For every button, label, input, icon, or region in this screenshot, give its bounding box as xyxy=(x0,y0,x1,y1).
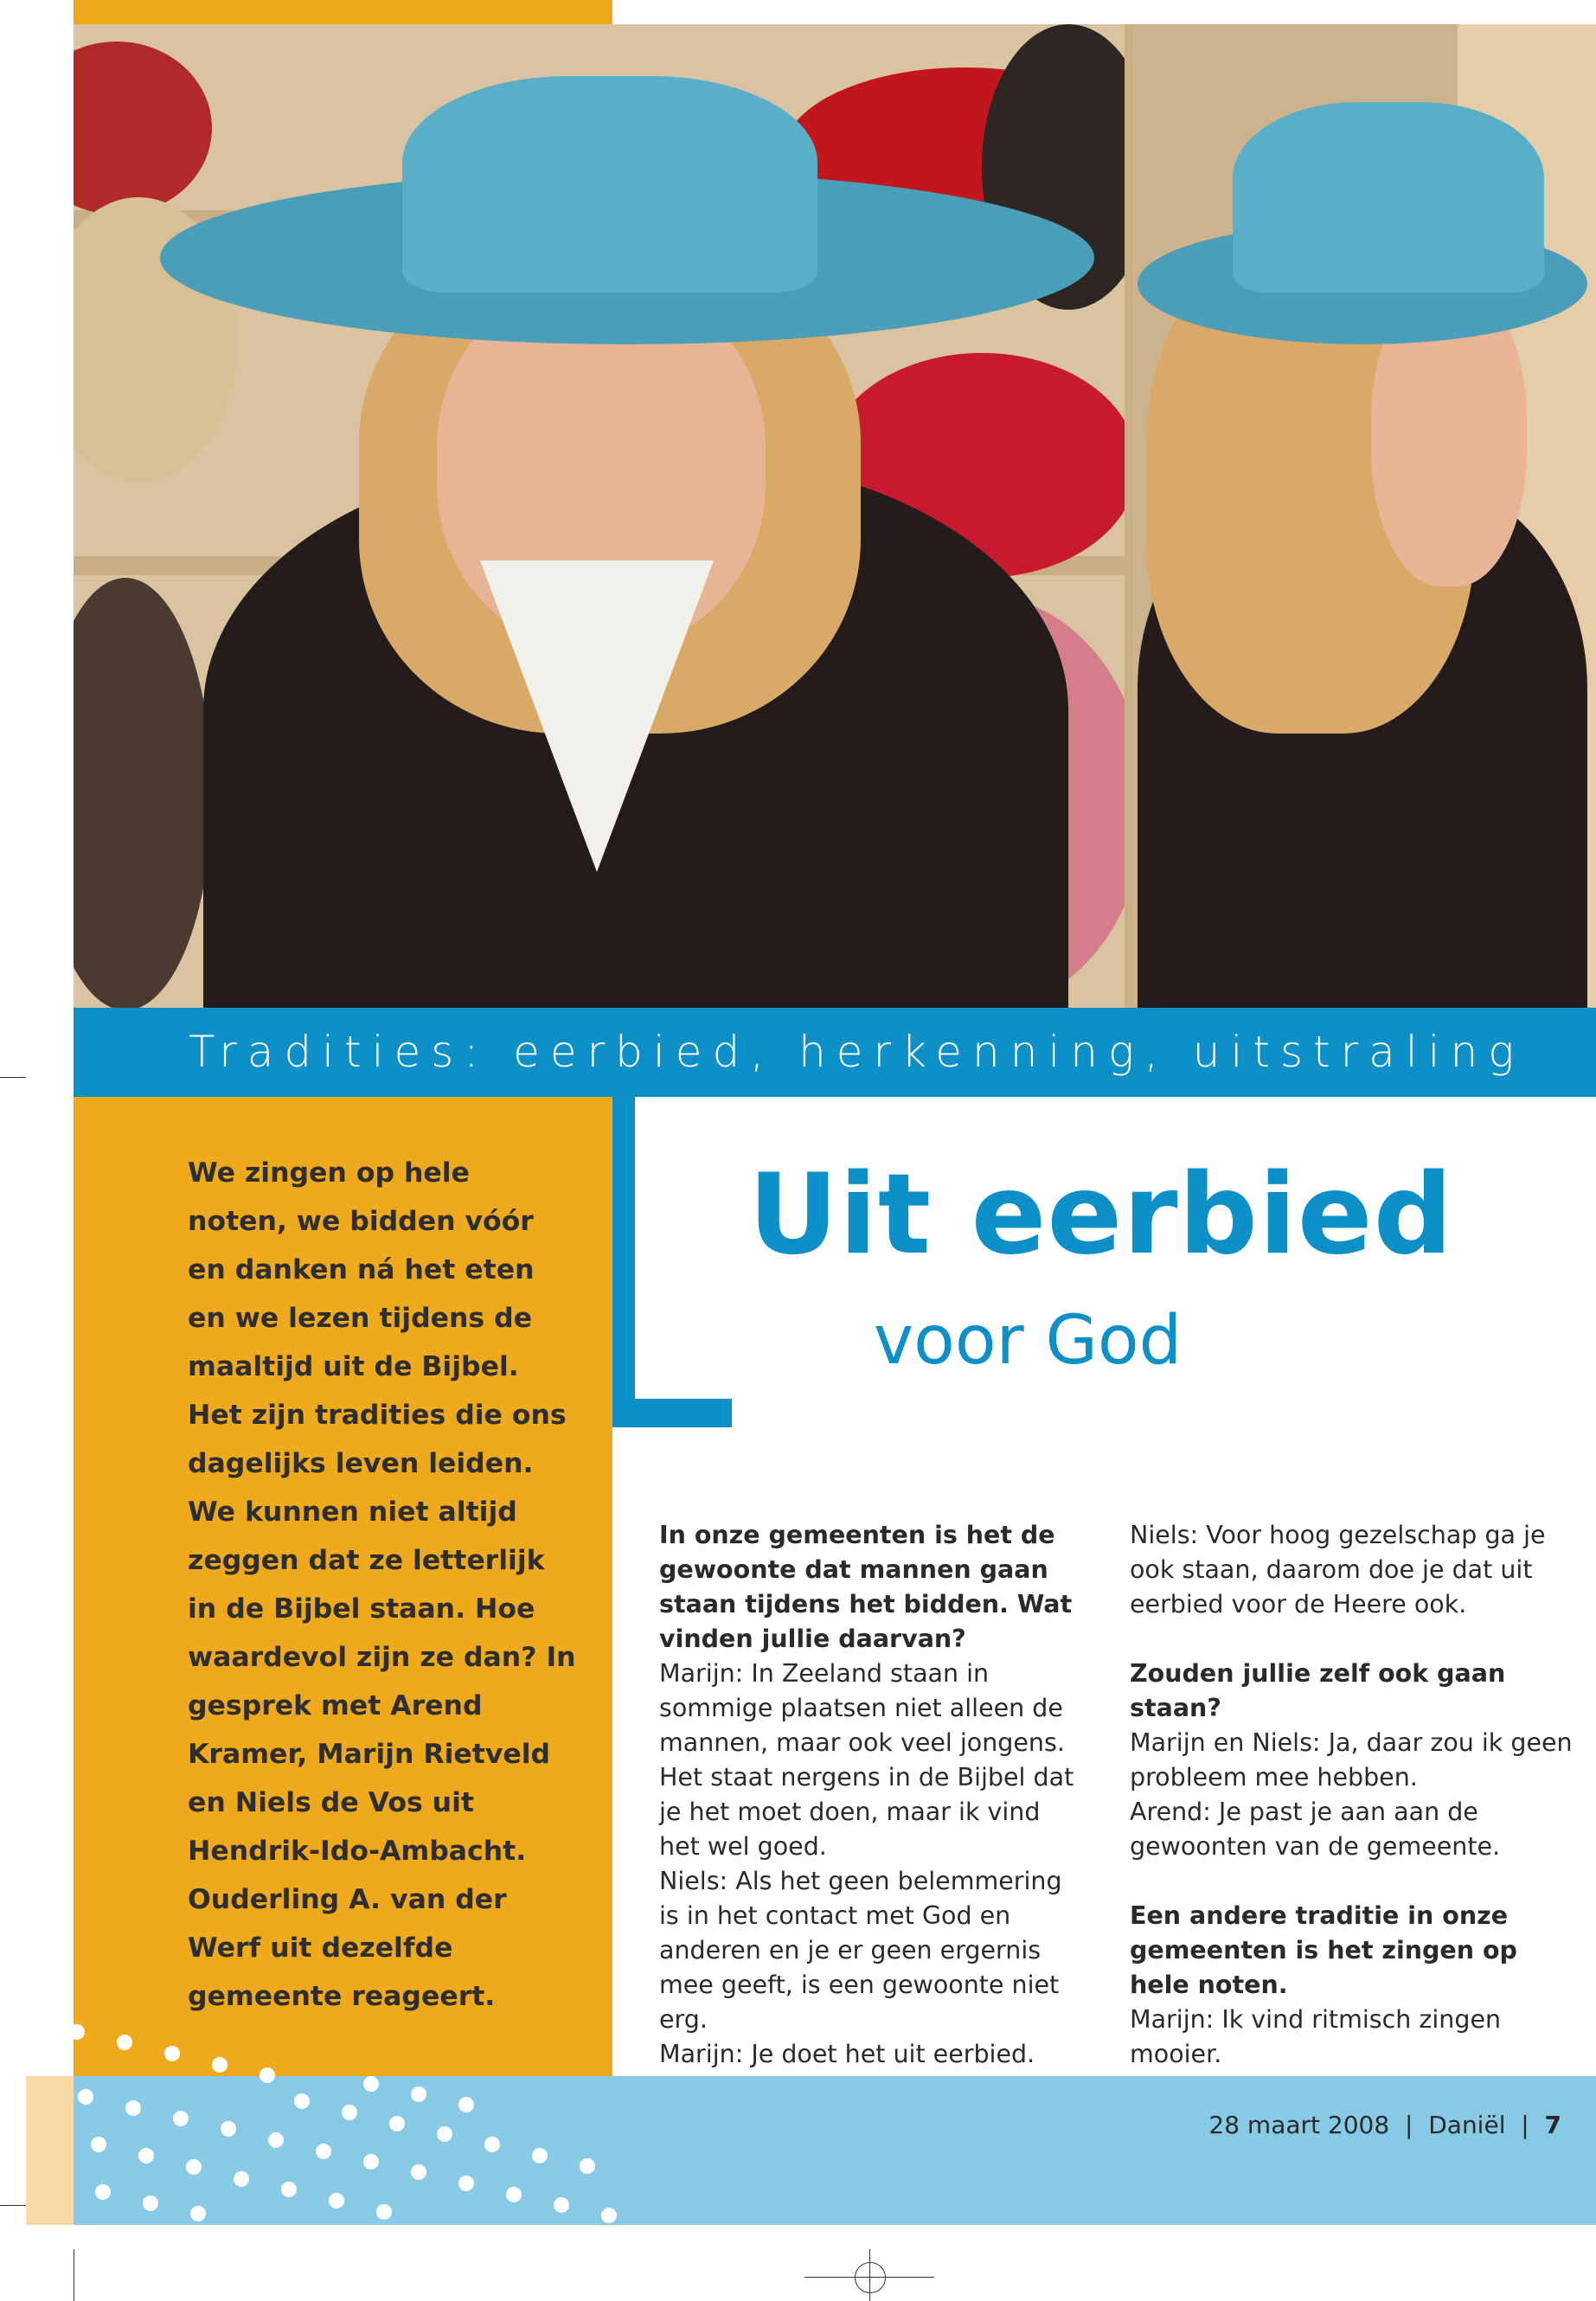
registration-mark xyxy=(855,2262,886,2293)
answer-paragraph: Niels: Als het geen belemmering is in het contact met God en anderen en je er geen ergernis mee geeft, is een gewoonte niet erg. xyxy=(659,1867,1062,2034)
bracket-vertical xyxy=(612,1097,635,1427)
answer-paragraph: Marijn: Ik vind ritmisch zingen mooier. xyxy=(1130,2005,1502,2068)
photo-girl-with-hat xyxy=(74,24,1596,1008)
article-column-1 xyxy=(659,1518,1083,2072)
article-subtitle: voor God xyxy=(874,1302,1183,1380)
bracket-horizontal xyxy=(612,1399,732,1427)
answer-paragraph: Marijn en Niels: Ja, daar zou ik geen probleem mee hebben. xyxy=(1130,1728,1573,1791)
answer-paragraph: Marijn: In Zeeland staan in sommige plaatsen niet alleen de mannen, maar ook veel jongens. Het staat nergens in de Bijbel dat je het moet doen, maar ik vind het wel goed. xyxy=(659,1659,1074,1861)
crop-mark xyxy=(0,2205,26,2206)
question-3: Een andere traditie in onze gemeenten is het zingen op hele noten. xyxy=(1130,1901,1517,1999)
intro-box xyxy=(74,1097,612,2076)
question-2: Zouden jullie zelf ook gaan staan? xyxy=(1130,1659,1506,1722)
section-banner xyxy=(74,1008,1596,1097)
question-1: In onze gemeenten is het de gewoonte dat mannen gaan staan tijdens het bidden. Wat vinden jullie daarvan? xyxy=(659,1521,1073,1653)
article-column-2 xyxy=(1130,1518,1580,2106)
answer-paragraph: Niels: Voor hoog gezelschap ga je ook staan, daarom doe je dat uit eerbied voor de Heere ook. xyxy=(1130,1521,1546,1618)
footer-text: 28 maart 2008 | Daniël | 7 xyxy=(1208,2111,1561,2139)
page-number: 7 xyxy=(1544,2111,1561,2139)
intro-text: We zingen op hele noten, we bidden vóór en danken ná het eten en we lezen tijdens de maaltijd uit de Bijbel. Het zijn tradities die ons dagelijks leven leiden. We kunnen niet altijd zeggen dat ze letterlijk in de Bijbel staan. Hoe waardevol zijn ze dan? In gesprek met Arend Kramer, Marijn Rietveld en Niels de Vos uit Hendrik-Ido-Ambacht. Ouderling A. van der Werf uit dezelfde gemeente reageert. xyxy=(188,1157,576,2012)
crop-mark xyxy=(0,1077,26,1078)
footer-accent xyxy=(26,2076,74,2225)
top-color-tab xyxy=(74,0,612,24)
banner-text: Tradities: eerbied, herkenning, uitstraling xyxy=(189,1027,1525,1077)
footer-date: 28 maart 2008 xyxy=(1208,2111,1390,2139)
answer-paragraph: Marijn: Je doet het uit eerbied. xyxy=(659,2040,1035,2068)
article-title: Uit eerbied xyxy=(748,1150,1454,1279)
footer-magazine: Daniël xyxy=(1428,2111,1506,2139)
answer-paragraph: Arend: Je past je aan aan de gewoonten van de gemeente. xyxy=(1130,1798,1501,1861)
